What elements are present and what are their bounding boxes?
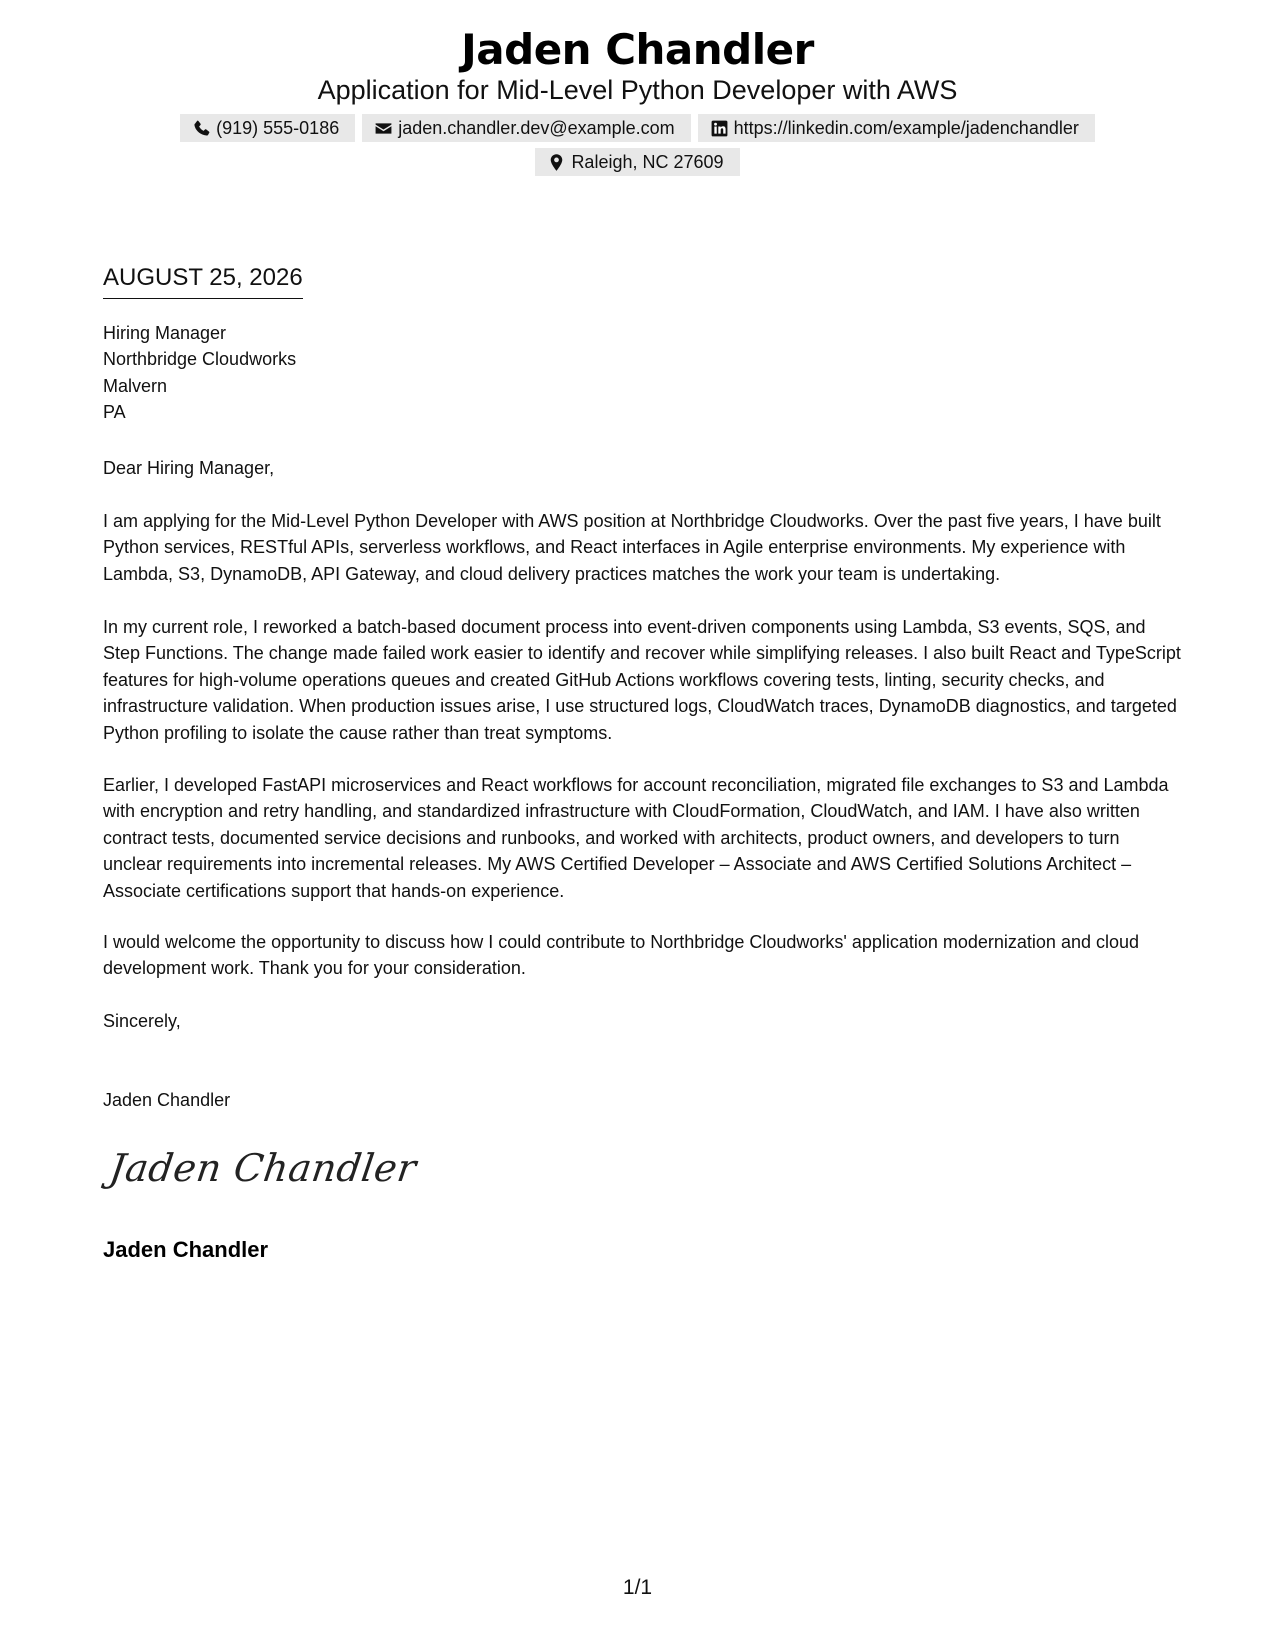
paragraph-text: I would welcome the opportunity to discuss how I could contribute to Northbridge Cloudworks' application modernization and cloud development work. Thank you for your consideration.	[103, 932, 1140, 979]
email-text: jaden.chandler.dev@example.com	[398, 118, 675, 138]
closing: Sincerely,	[103, 1011, 181, 1031]
linkedin-icon	[710, 119, 729, 138]
recipient-address	[103, 320, 1183, 426]
application-title: Application for Mid-Level Python Developer with AWS	[317, 75, 958, 105]
signed-name: Jaden Chandler	[103, 1237, 269, 1262]
recipient-company: Northbridge Cloudworks	[103, 349, 297, 370]
paragraph-text: In my current role, I reworked a batch-based document process into event-driven components using Lambda, S3 events, SQS, and Step Functions. The change made failed work easier to identify and recover while simplifying releases. I also built React and TypeScript features for high-volume operations queues and created GitHub Actions workflows covering tests, linting, security checks, and infrastructure validation. When production issues arise, I use structured logs, CloudWatch traces, DynamoDB diagnostics, and targeted Python profiling to isolate the cause rather than treat symptoms.	[103, 617, 1181, 743]
phone-chip[interactable]	[180, 114, 355, 142]
body-paragraph	[103, 929, 1183, 982]
letter-date: AUGUST 25, 2026	[103, 262, 303, 299]
handwritten-signature: Jaden Chandler	[106, 1146, 420, 1190]
recipient-city: Malvern	[103, 375, 168, 396]
paragraph-text: Earlier, I developed FastAPI microservices and React workflows for account reconciliation, migrated file exchanges to S3 and Lambda with encryption and retry handling, and standardized infrastructure with CloudFormation, CloudWatch, and IAM. I have also written contract tests, documented service decisions and runbooks, and worked with architects, product owners, and developers to turn unclear requirements into incremental releases. My AWS Certified Developer – Associate and AWS Certified Solutions Architect – Associate certifications support that hands-on experience.	[103, 775, 1169, 901]
envelope-icon	[374, 119, 393, 138]
phone-text: (919) 555-0186	[216, 118, 340, 138]
body-paragraph	[103, 614, 1183, 746]
location-chip	[535, 148, 739, 176]
contact-bar	[0, 114, 1275, 142]
linkedin-text: https://linkedin.com/example/jadenchandler	[733, 118, 1079, 138]
body-paragraph	[103, 772, 1183, 904]
contact-bar-second-row	[0, 148, 1275, 176]
location-text: Raleigh, NC 27609	[571, 152, 724, 172]
typed-name: Jaden Chandler	[103, 1090, 231, 1110]
body-paragraph	[103, 508, 1183, 587]
map-pin-icon	[547, 153, 566, 172]
linkedin-chip[interactable]	[698, 114, 1095, 142]
email-chip[interactable]	[362, 114, 690, 142]
phone-icon	[192, 119, 211, 138]
recipient-title: Hiring Manager	[103, 323, 227, 343]
paragraph-text: I am applying for the Mid-Level Python Developer with AWS position at Northbridge Cloudworks. Over the past five years, I have built Python services, RESTful APIs, serverless workflows, and React interfaces in Agile enterprise environments. My experience with Lambda, S3, DynamoDB, API Gateway, and cloud delivery practices matches the work your team is undertaking.	[103, 511, 1161, 584]
salutation: Dear Hiring Manager,	[103, 458, 275, 478]
recipient-state: PA	[103, 402, 126, 423]
applicant-name: Jaden Chandler	[461, 25, 814, 74]
page-number: 1/1	[622, 1576, 653, 1599]
